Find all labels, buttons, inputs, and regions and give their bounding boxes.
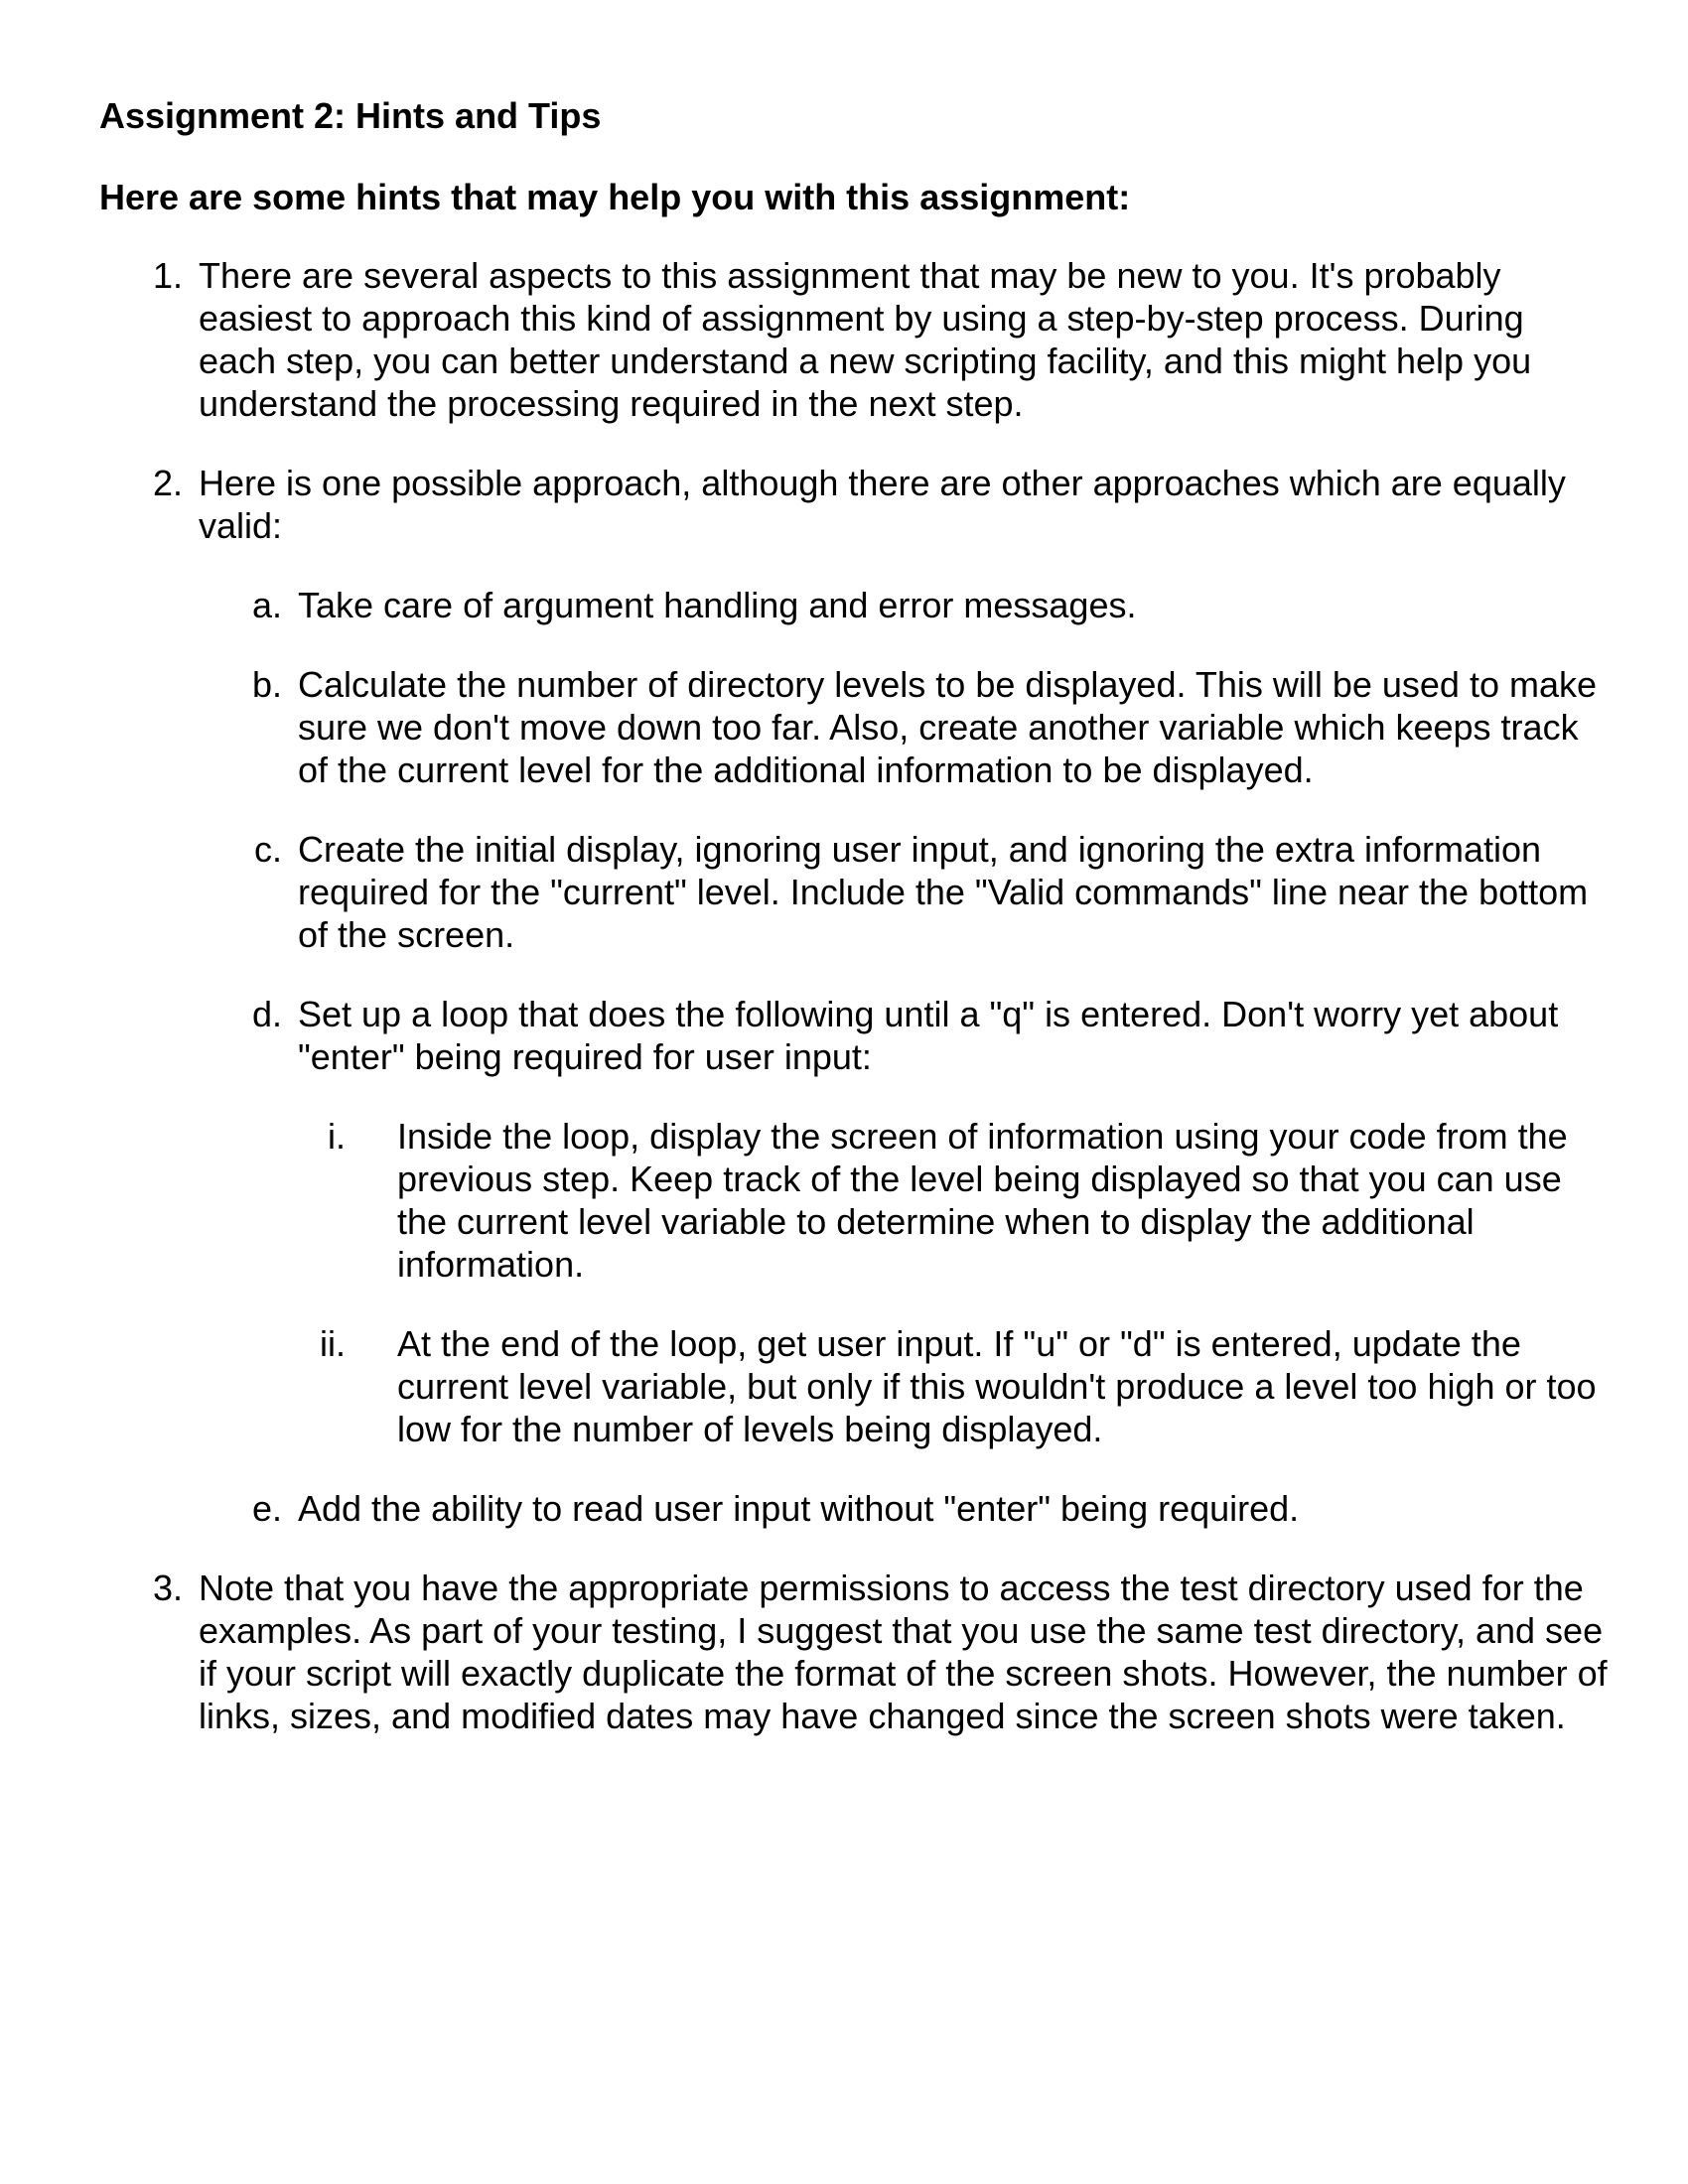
list-marker: 3.	[152, 1568, 183, 1608]
list-item	[99, 254, 1609, 425]
sublist-item-text: Take care of argument handling and error messages.	[298, 585, 1137, 625]
approach-sublist	[199, 584, 1609, 1530]
list-item-text: Here is one possible approach, although there are other approaches which are equally valid:	[199, 463, 1566, 546]
document-intro: Here are some hints that may help you with this assignment:	[99, 177, 1131, 217]
sublist-marker: b.	[251, 664, 282, 705]
sublist-item-text: Calculate the number of directory levels to be displayed. This will be used to make sure we don't move down too far. Also, create another variable which keeps track of the current level for the additional information to be displayed.	[298, 664, 1598, 790]
sublist-item	[199, 663, 1609, 791]
roman-item	[298, 1115, 1609, 1286]
roman-item-text: At the end of the loop, get user input. If "u" or "d" is entered, update the current level variable, but only if this wouldn't produce a level too high or too low for the number of levels being displayed.	[397, 1323, 1597, 1449]
sublist-marker: d.	[251, 994, 282, 1034]
sublist-item-text: Create the initial display, ignoring user input, and ignoring the extra information required for the "current" level. Include the "Valid commands" line near the bottom of the screen.	[298, 829, 1589, 955]
roman-marker: ii.	[320, 1323, 346, 1364]
sublist-item	[199, 1487, 1609, 1530]
sublist-marker: e.	[251, 1488, 282, 1529]
list-marker: 1.	[152, 255, 183, 296]
hints-list	[99, 254, 1609, 1737]
document-title: Assignment 2: Hints and Tips	[99, 95, 602, 136]
loop-sublist	[298, 1115, 1609, 1450]
sublist-item-text: Set up a loop that does the following until a "q" is entered. Don't worry yet about "enter" being required for user input:	[298, 994, 1559, 1077]
sublist-item-text: Add the ability to read user input without "enter" being required.	[298, 1488, 1300, 1529]
list-marker: 2.	[152, 463, 183, 503]
list-item	[99, 1567, 1609, 1737]
sublist-marker: a.	[251, 585, 282, 625]
sublist-item	[199, 828, 1609, 956]
sublist-item	[199, 584, 1609, 626]
roman-item-text: Inside the loop, display the screen of information using your code from the previous step. Keep track of the level being displayed so that you can use the current level variable to determine when to display the additional information.	[397, 1116, 1568, 1285]
list-item	[99, 462, 1609, 1530]
roman-item	[298, 1322, 1609, 1450]
sublist-item	[199, 993, 1609, 1450]
roman-marker: i.	[328, 1116, 346, 1157]
sublist-marker: c.	[253, 829, 282, 870]
document-page	[99, 95, 1609, 1737]
list-item-text: Note that you have the appropriate permissions to access the test directory used for the examples. As part of your testing, I suggest that you use the same test directory, and see if your script will exactly duplicate the format of the screen shots. However, the number of links, sizes, and modified dates may have changed since the screen shots were taken.	[199, 1568, 1608, 1736]
list-item-text: There are several aspects to this assignment that may be new to you. It's probably easiest to approach this kind of assignment by using a step-by-step process. During each step, you can better understand a new scripting facility, and this might help you understand the processing required in the next step.	[199, 255, 1532, 424]
